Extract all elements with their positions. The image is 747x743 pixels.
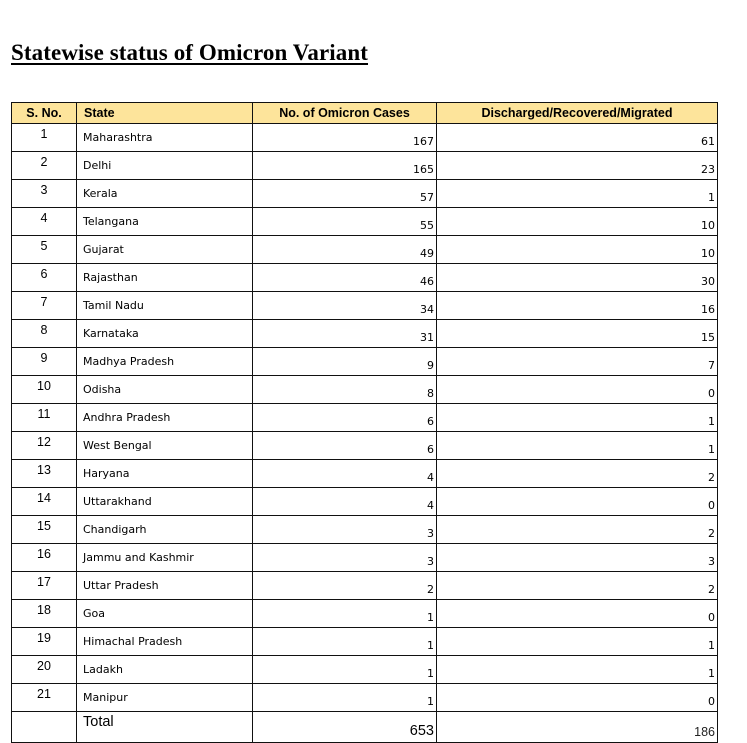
cell-sno: 14 bbox=[12, 488, 77, 516]
cell-sno: 5 bbox=[12, 236, 77, 264]
cell-discharged: 2 bbox=[437, 460, 718, 488]
cell-state: Gujarat bbox=[77, 236, 253, 264]
cell-state: Kerala bbox=[77, 180, 253, 208]
cell-discharged: 1 bbox=[437, 628, 718, 656]
table-header-row bbox=[12, 103, 718, 124]
cell-discharged: 10 bbox=[437, 208, 718, 236]
cell-cases: 57 bbox=[253, 180, 437, 208]
cell-sno: 7 bbox=[12, 292, 77, 320]
table-row bbox=[12, 152, 718, 180]
cell-sno: 10 bbox=[12, 376, 77, 404]
cell-discharged: 1 bbox=[437, 432, 718, 460]
cell-sno: 21 bbox=[12, 684, 77, 712]
cell-discharged: 23 bbox=[437, 152, 718, 180]
cell-state: Ladakh bbox=[77, 656, 253, 684]
cell-state: Odisha bbox=[77, 376, 253, 404]
table-row bbox=[12, 292, 718, 320]
cell-sno: 13 bbox=[12, 460, 77, 488]
cell-sno: 16 bbox=[12, 544, 77, 572]
table-row bbox=[12, 656, 718, 684]
cell-discharged: 61 bbox=[437, 124, 718, 152]
cell-sno: 15 bbox=[12, 516, 77, 544]
total-discharged: 186 bbox=[437, 712, 718, 743]
cell-sno: 19 bbox=[12, 628, 77, 656]
header-cases: No. of Omicron Cases bbox=[253, 103, 437, 124]
table-row bbox=[12, 236, 718, 264]
table-row bbox=[12, 264, 718, 292]
cell-sno: 2 bbox=[12, 152, 77, 180]
cell-cases: 2 bbox=[253, 572, 437, 600]
cell-cases: 4 bbox=[253, 488, 437, 516]
cell-cases: 46 bbox=[253, 264, 437, 292]
cell-state: Manipur bbox=[77, 684, 253, 712]
cell-sno: 11 bbox=[12, 404, 77, 432]
cell-discharged: 0 bbox=[437, 684, 718, 712]
table-row bbox=[12, 124, 718, 152]
total-cases: 653 bbox=[253, 712, 437, 743]
table-row bbox=[12, 488, 718, 516]
cell-cases: 1 bbox=[253, 600, 437, 628]
cell-state: Telangana bbox=[77, 208, 253, 236]
cell-state: Andhra Pradesh bbox=[77, 404, 253, 432]
cell-state: Tamil Nadu bbox=[77, 292, 253, 320]
table-row bbox=[12, 404, 718, 432]
cell-cases: 8 bbox=[253, 376, 437, 404]
cell-state: Jammu and Kashmir bbox=[77, 544, 253, 572]
cell-state: Haryana bbox=[77, 460, 253, 488]
cell-state: Uttar Pradesh bbox=[77, 572, 253, 600]
cell-discharged: 16 bbox=[437, 292, 718, 320]
cell-state: Rajasthan bbox=[77, 264, 253, 292]
cell-discharged: 1 bbox=[437, 180, 718, 208]
table-row bbox=[12, 460, 718, 488]
total-sno bbox=[12, 712, 77, 743]
cell-discharged: 2 bbox=[437, 572, 718, 600]
cell-state: Delhi bbox=[77, 152, 253, 180]
cell-sno: 12 bbox=[12, 432, 77, 460]
table-row bbox=[12, 432, 718, 460]
cell-cases: 3 bbox=[253, 544, 437, 572]
cell-state: Himachal Pradesh bbox=[77, 628, 253, 656]
cell-sno: 9 bbox=[12, 348, 77, 376]
cell-sno: 17 bbox=[12, 572, 77, 600]
cell-state: Maharashtra bbox=[77, 124, 253, 152]
cell-sno: 4 bbox=[12, 208, 77, 236]
cell-state: Karnataka bbox=[77, 320, 253, 348]
cell-cases: 49 bbox=[253, 236, 437, 264]
table-row bbox=[12, 516, 718, 544]
table-row bbox=[12, 376, 718, 404]
cell-sno: 18 bbox=[12, 600, 77, 628]
total-row bbox=[12, 712, 718, 743]
cell-cases: 1 bbox=[253, 656, 437, 684]
table-row bbox=[12, 684, 718, 712]
cell-sno: 1 bbox=[12, 124, 77, 152]
cell-state: Goa bbox=[77, 600, 253, 628]
header-discharged: Discharged/Recovered/Migrated bbox=[437, 103, 718, 124]
header-state: State bbox=[77, 103, 253, 124]
cell-sno: 20 bbox=[12, 656, 77, 684]
total-label: Total bbox=[77, 712, 253, 743]
cell-discharged: 0 bbox=[437, 600, 718, 628]
table-row bbox=[12, 544, 718, 572]
table-body bbox=[12, 124, 718, 743]
cell-state: West Bengal bbox=[77, 432, 253, 460]
cell-cases: 167 bbox=[253, 124, 437, 152]
omicron-status-table bbox=[11, 102, 718, 743]
cell-discharged: 0 bbox=[437, 376, 718, 404]
cell-state: Madhya Pradesh bbox=[77, 348, 253, 376]
cell-discharged: 1 bbox=[437, 404, 718, 432]
cell-sno: 6 bbox=[12, 264, 77, 292]
cell-state: Chandigarh bbox=[77, 516, 253, 544]
header-sno: S. No. bbox=[12, 103, 77, 124]
cell-cases: 9 bbox=[253, 348, 437, 376]
cell-cases: 55 bbox=[253, 208, 437, 236]
cell-cases: 34 bbox=[253, 292, 437, 320]
cell-discharged: 7 bbox=[437, 348, 718, 376]
cell-discharged: 0 bbox=[437, 488, 718, 516]
cell-cases: 1 bbox=[253, 628, 437, 656]
table-row bbox=[12, 180, 718, 208]
table-row bbox=[12, 348, 718, 376]
cell-sno: 8 bbox=[12, 320, 77, 348]
cell-state: Uttarakhand bbox=[77, 488, 253, 516]
table-row bbox=[12, 320, 718, 348]
cell-discharged: 15 bbox=[437, 320, 718, 348]
cell-discharged: 2 bbox=[437, 516, 718, 544]
cell-discharged: 1 bbox=[437, 656, 718, 684]
cell-cases: 31 bbox=[253, 320, 437, 348]
cell-cases: 1 bbox=[253, 684, 437, 712]
table-row bbox=[12, 628, 718, 656]
page-title: Statewise status of Omicron Variant bbox=[11, 40, 369, 65]
table-row bbox=[12, 600, 718, 628]
table-row bbox=[12, 208, 718, 236]
cell-cases: 165 bbox=[253, 152, 437, 180]
cell-cases: 3 bbox=[253, 516, 437, 544]
table-row bbox=[12, 572, 718, 600]
cell-sno: 3 bbox=[12, 180, 77, 208]
cell-cases: 6 bbox=[253, 432, 437, 460]
cell-cases: 6 bbox=[253, 404, 437, 432]
cell-cases: 4 bbox=[253, 460, 437, 488]
cell-discharged: 10 bbox=[437, 236, 718, 264]
cell-discharged: 30 bbox=[437, 264, 718, 292]
cell-discharged: 3 bbox=[437, 544, 718, 572]
